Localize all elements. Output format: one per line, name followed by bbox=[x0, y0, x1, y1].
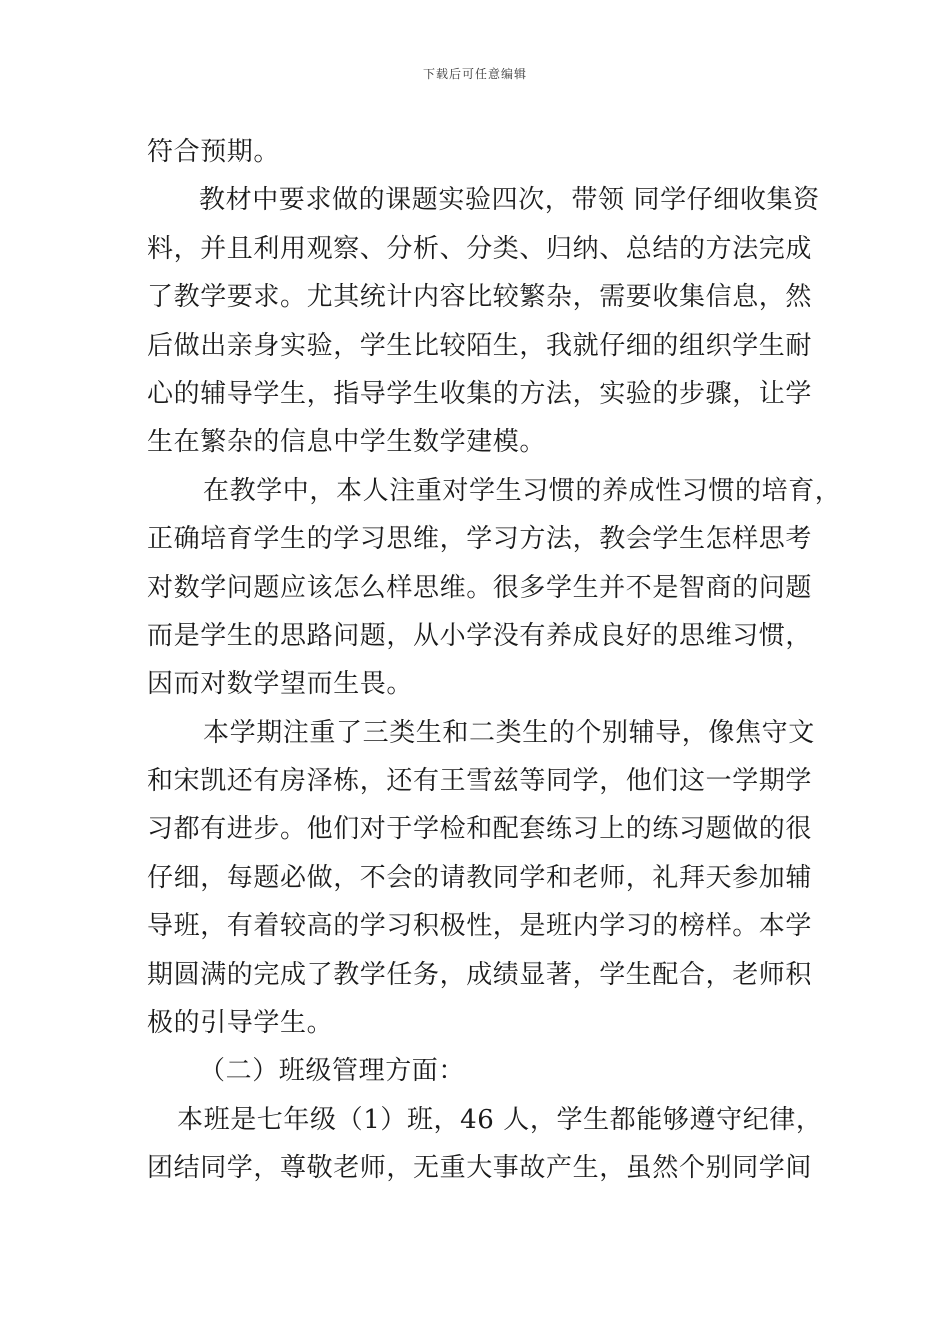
text-line: 而是学生的思路问题，从小学没有养成良好的思维习惯， bbox=[147, 620, 813, 651]
text-line: 了教学要求。尤其统计内容比较繁杂，需要收集信息，然 bbox=[147, 282, 813, 313]
page-header-note: 下载后可任意编辑 bbox=[422, 67, 527, 81]
text-line: 习都有进步。他们对于学检和配套练习上的练习题做的很 bbox=[147, 814, 813, 845]
document-body bbox=[147, 128, 842, 1193]
paragraph-start-line: 本学期注重了三类生和二类生的个别辅导，像焦守文 bbox=[203, 717, 815, 748]
text-line: 生在繁杂的信息中学生数学建模。 bbox=[147, 427, 547, 458]
text-line: 正确培育学生的学习思维，学习方法，教会学生怎样思考 bbox=[147, 524, 813, 555]
text-line: 期圆满的完成了教学任务，成绩显著，学生配合，老师积 bbox=[147, 959, 813, 990]
text-line: 料，并且利用观察、分析、分类、归纳、总结的方法完成 bbox=[147, 233, 813, 264]
section-heading: （二）班级管理方面： bbox=[199, 1056, 466, 1087]
text-line: 极的引导学生。 bbox=[147, 1008, 334, 1039]
text-line: 心的辅导学生，指导学生收集的方法，实验的步骤，让学 bbox=[147, 378, 813, 409]
paragraph-start-line: 本班是七年级（1）班，46 人，学生都能够遵守纪律， bbox=[177, 1104, 823, 1135]
paragraph-start-line: 教材中要求做的课题实验四次，带领 同学仔细收集资 bbox=[199, 185, 820, 216]
paragraph-start-line: 在教学中，本人注重对学生习惯的养成性习惯的培育， bbox=[203, 475, 842, 506]
text-line: 因而对数学望而生畏。 bbox=[147, 669, 414, 700]
text-line: 符合预期。 bbox=[147, 137, 281, 167]
text-line: 对数学问题应该怎么样思维。很多学生并不是智商的问题 bbox=[147, 572, 813, 603]
text-line: 导班，有着较高的学习积极性，是班内学习的榜样。本学 bbox=[147, 911, 813, 942]
text-line: 团结同学，尊敬老师，无重大事故产生，虽然个别同学间 bbox=[147, 1153, 813, 1184]
text-line: 和宋凯还有房泽栋，还有王雪兹等同学，他们这一学期学 bbox=[147, 766, 813, 797]
text-line: 后做出亲身实验，学生比较陌生，我就仔细的组织学生耐 bbox=[147, 330, 813, 361]
text-line: 仔细，每题必做，不会的请教同学和老师，礼拜天参加辅 bbox=[147, 862, 813, 893]
